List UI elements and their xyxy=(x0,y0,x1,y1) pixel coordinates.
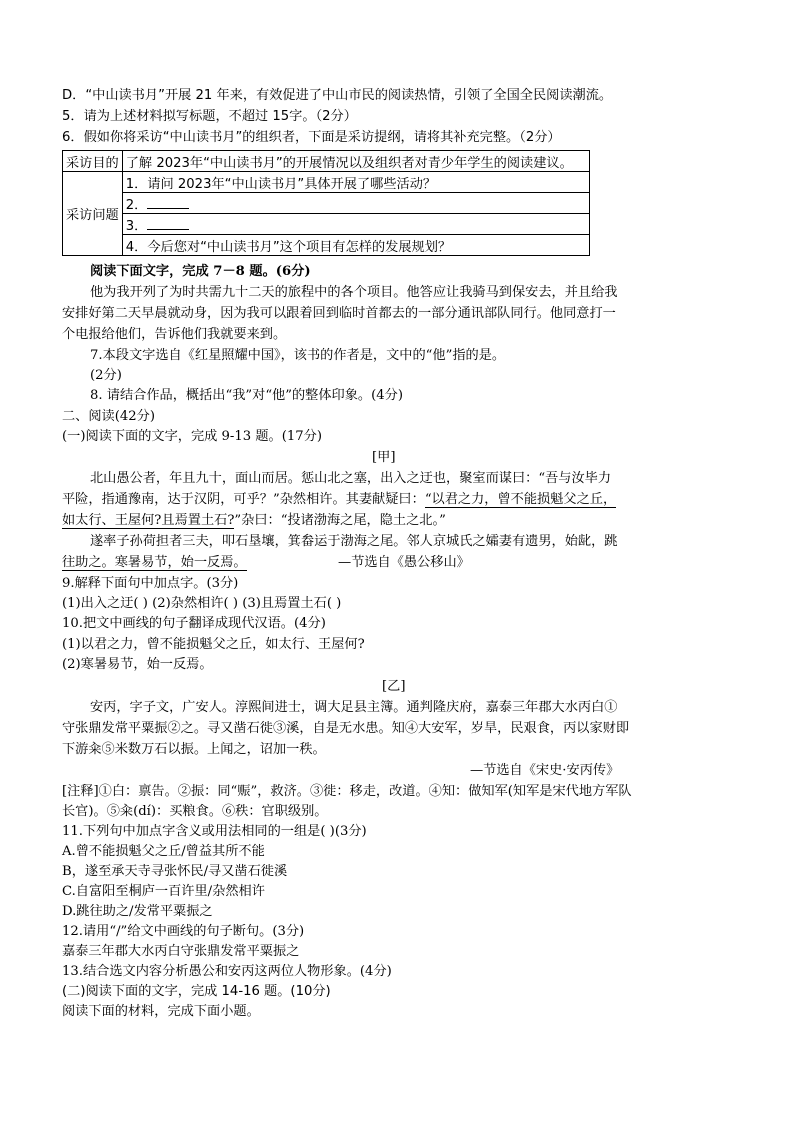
material-instruction: 阅读下面的材料，完成下面小题。 xyxy=(62,1004,260,1019)
subsection-1-title: (一)阅读下面的文字，完成 9-13 题。(17分) xyxy=(62,429,322,444)
question-12-sentence: 嘉泰三年郡大水丙白守张鼎发常平粟振之 xyxy=(62,944,300,959)
passage-line: 下游籴⑤米数万石以振。上闻之，诏加一秩。 xyxy=(62,742,326,757)
question-7: 7.本段文字选自《红星照耀中国》，该书的作者是，文中的“他”指的是。 xyxy=(90,348,506,363)
passage-line xyxy=(62,491,616,509)
option-d: D．“中山读书月”开展 21 年来，有效促进了中山市民的阅读热情，引领了全国全民阅读潮流。 xyxy=(62,88,613,103)
option-b: B，遂至承天寺寻张怀民/寻又凿石徙溪 xyxy=(62,864,288,879)
question-row-2-number: 2． xyxy=(125,197,148,213)
question-row-3-number: 3． xyxy=(125,218,148,234)
passage-line xyxy=(62,554,247,572)
underlined-sentence: 如太行、王屋何?且焉置土石? xyxy=(62,513,235,528)
underlined-sentence: “以君之力，曾不能损魁父之丘， xyxy=(424,492,617,507)
passage-line xyxy=(62,512,446,530)
question-10-item-2: (2)寒暑易节，始一反焉。 xyxy=(62,657,213,672)
section-2-title: 二、阅读(42分) xyxy=(62,409,156,424)
question-row-4: 4．今后您对“中山读书月”这个项目有怎样的发展规划？ xyxy=(122,235,589,256)
subsection-2-title: (二)阅读下面的文字，完成 14-16 题。(10分) xyxy=(62,984,331,999)
passage-line: 安排好第二天早晨就动身，因为我可以跟着回到临时首都去的一部分通讯部队同行。他同意打一 xyxy=(62,306,616,321)
passage-source: —节选自《愚公移山》 xyxy=(338,555,470,570)
purpose-label: 采访目的 xyxy=(63,151,123,172)
question-5: 5．请为上述材料拟写标题，不超过 15字。（2分） xyxy=(62,109,357,124)
question-row-2[interactable] xyxy=(122,193,589,214)
interview-outline-table xyxy=(62,150,590,256)
underlined-sentence: 往助之。寒暑易节，始一反焉。 xyxy=(62,555,247,570)
question-11: 11.下列句中加点字含义或用法相同的一组是( )(3分) xyxy=(62,824,367,839)
option-d: D.跳往助之/发常平粟振之 xyxy=(62,904,213,919)
passage-line: 个电报给他们，告诉他们我就要来到。 xyxy=(62,327,287,342)
questions-label: 采访问题 xyxy=(63,172,123,256)
passage-jia-label: [甲] xyxy=(372,450,396,465)
question-9-items: (1)出入之迂( ) (2)杂然相许( ) (3)且焉置土石( ) xyxy=(62,596,342,611)
question-13: 13.结合选文内容分析愚公和安丙这两位人物形象。(4分) xyxy=(62,964,392,979)
passage-source: —节选自《宋史·安丙传》 xyxy=(470,763,620,778)
passage-line: 他为我开列了为时共需九十二天的旅程中的各个项目。他答应让我骑马到保安去，并且给我 xyxy=(90,285,618,300)
question-6: 6．假如你将采访“中山读书月”的组织者，下面是采访提纲，请将其补充完整。（2分） xyxy=(62,130,561,145)
answer-blank-3[interactable] xyxy=(147,217,189,230)
question-10-item-1: (1)以君之力，曾不能损魁父之丘，如太行、王屋何? xyxy=(62,637,365,652)
passage-line: 北山愚公者，年且九十，面山而居。惩山北之塞，出入之迂也，聚室而谋曰：“吾与汝毕力 xyxy=(90,471,612,486)
annotation-line: 长官)。⑤籴(dí)：买粮食。⑥秩：官职级别。 xyxy=(62,804,328,819)
question-row-1: 1．请问 2023年“中山读书月”具体开展了哪些活动？ xyxy=(122,172,589,193)
purpose-text: 了解 2023年“中山读书月”的开展情况以及组织者对青少年学生的阅读建议。 xyxy=(122,151,589,172)
passage-line: 守张鼎发常平粟振②之。寻又凿石徙③溪，自是无水患。知④大安军，岁旱，民艰食，丙以家财即 xyxy=(62,721,630,736)
passage-text: ”杂曰：“投诸渤海之尾，隐土之北。” xyxy=(234,513,446,528)
reading-7-8-title: 阅读下面文字，完成 7－8 题。(6分) xyxy=(90,264,311,279)
passage-line: 遂率子孙荷担者三夫，叩石垦壤，箕畚运于渤海之尾。邻人京城氏之孀妻有遗男，始龀，跳 xyxy=(90,534,618,549)
answer-blank-2[interactable] xyxy=(147,196,189,209)
option-c: C.自富阳至桐庐一百许里/杂然相许 xyxy=(62,884,265,899)
question-12: 12.请用“/”给文中画线的句子断句。(3分) xyxy=(62,924,305,939)
question-9: 9.解释下面句中加点字。(3分) xyxy=(62,576,239,591)
question-row-3[interactable] xyxy=(122,214,589,235)
passage-line: 安丙，字子文，广安人。淳熙间进士，调大足县主簿。通判隆庆府，嘉泰三年郡大水丙白① xyxy=(90,700,618,715)
annotation-line: [注释]①白：禀告。②振：同“赈”，救济。③徙：移走，改道。④知：做知军(知军是宋代地方军队 xyxy=(62,784,632,799)
passage-yi-label: [乙] xyxy=(382,679,406,694)
passage-text: 平险，指通豫南，达于汉阴，可乎？”杂然相许。其妻献疑曰： xyxy=(62,492,425,507)
option-a: A.曾不能损魁父之丘/曾益其所不能 xyxy=(62,844,265,859)
question-10: 10.把文中画线的句子翻译成现代汉语。(4分) xyxy=(62,616,326,631)
question-8: 8. 请结合作品，概括出“我”对“他”的整体印象。(4分) xyxy=(90,388,403,403)
question-7-score: (2分) xyxy=(90,368,122,383)
